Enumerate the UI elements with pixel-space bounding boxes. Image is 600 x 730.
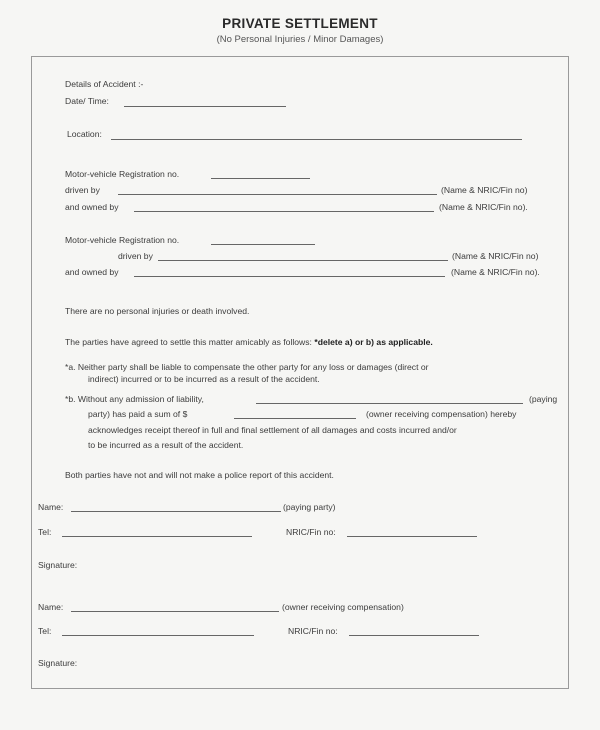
paying-party-field[interactable]: [256, 403, 523, 404]
location-field[interactable]: [111, 139, 522, 140]
party1-tel-label: Tel:: [38, 527, 52, 537]
party2-name-label: Name:: [38, 602, 64, 612]
form-frame: [31, 56, 569, 689]
vehicle1-owner-field[interactable]: [134, 211, 434, 212]
party1-name-field[interactable]: [71, 511, 281, 512]
option-a-line1: *a. Neither party shall be liable to compensate the other party for any loss or damages (direct or: [65, 362, 429, 372]
vehicle1-reg-field[interactable]: [211, 178, 310, 179]
option-b-line1-start: *b. Without any admission of liability,: [65, 394, 204, 404]
agreement-text: The parties have agreed to settle this matter amicably as follows:: [65, 337, 312, 347]
vehicle1-driven-label: driven by: [65, 185, 100, 195]
option-b-line2-start: party) has paid a sum of $: [88, 409, 188, 419]
party1-name-label: Name:: [38, 502, 64, 512]
agreement-statement: [65, 337, 433, 347]
injuries-statement: There are no personal injuries or death involved.: [65, 306, 250, 316]
party1-nric-label: NRIC/Fin no:: [286, 527, 336, 537]
vehicle1-driver-field[interactable]: [118, 194, 437, 195]
option-b-line3: acknowledges receipt thereof in full and final settlement of all damages and costs incurred and/or: [88, 425, 457, 435]
vehicle2-driven-label: driven by: [118, 251, 153, 261]
vehicle2-driven-suffix: (Name & NRIC/Fin no): [452, 251, 539, 261]
police-statement: Both parties have not and will not make a police report of this accident.: [65, 470, 334, 480]
vehicle2-owner-field[interactable]: [134, 276, 445, 277]
vehicle2-reg-field[interactable]: [211, 244, 315, 245]
party2-nric-field[interactable]: [349, 635, 479, 636]
document-subtitle: (No Personal Injuries / Minor Damages): [216, 34, 384, 45]
party1-signature-label: Signature:: [38, 560, 78, 570]
option-b-line4: to be incurred as a result of the accident.: [88, 440, 244, 450]
party2-tel-label: Tel:: [38, 626, 52, 636]
option-b-line1-end: (paying: [529, 394, 558, 404]
party2-tel-field[interactable]: [62, 635, 254, 636]
option-a-line2: indirect) incurred or to be incurred as a result of the accident.: [88, 374, 320, 384]
agreement-note: *delete a) or b) as applicable.: [314, 337, 433, 347]
location-label: Location:: [67, 129, 102, 139]
party2-signature-label: Signature:: [38, 658, 78, 668]
party1-tel-field[interactable]: [62, 536, 252, 537]
details-label: Details of Accident :-: [65, 79, 144, 89]
vehicle1-reg-label: Motor-vehicle Registration no.: [65, 169, 180, 179]
vehicle1-owned-suffix: (Name & NRIC/Fin no).: [439, 202, 528, 212]
vehicle1-driven-suffix: (Name & NRIC/Fin no): [441, 185, 528, 195]
sum-amount-field[interactable]: [234, 418, 356, 419]
party1-name-suffix: (paying party): [283, 502, 336, 512]
vehicle1-owned-label: and owned by: [65, 202, 119, 212]
document-title: PRIVATE SETTLEMENT: [222, 16, 378, 31]
party1-nric-field[interactable]: [347, 536, 477, 537]
party2-name-suffix: (owner receiving compensation): [282, 602, 404, 612]
vehicle2-driver-field[interactable]: [158, 260, 448, 261]
datetime-label: Date/ Time:: [65, 96, 109, 106]
vehicle2-reg-label: Motor-vehicle Registration no.: [65, 235, 180, 245]
datetime-field[interactable]: [124, 106, 286, 107]
vehicle2-owned-suffix: (Name & NRIC/Fin no).: [451, 267, 540, 277]
party2-nric-label: NRIC/Fin no:: [288, 626, 338, 636]
option-b-line2-end: (owner receiving compensation) hereby: [366, 409, 517, 419]
party2-name-field[interactable]: [71, 611, 279, 612]
vehicle2-owned-label: and owned by: [65, 267, 119, 277]
